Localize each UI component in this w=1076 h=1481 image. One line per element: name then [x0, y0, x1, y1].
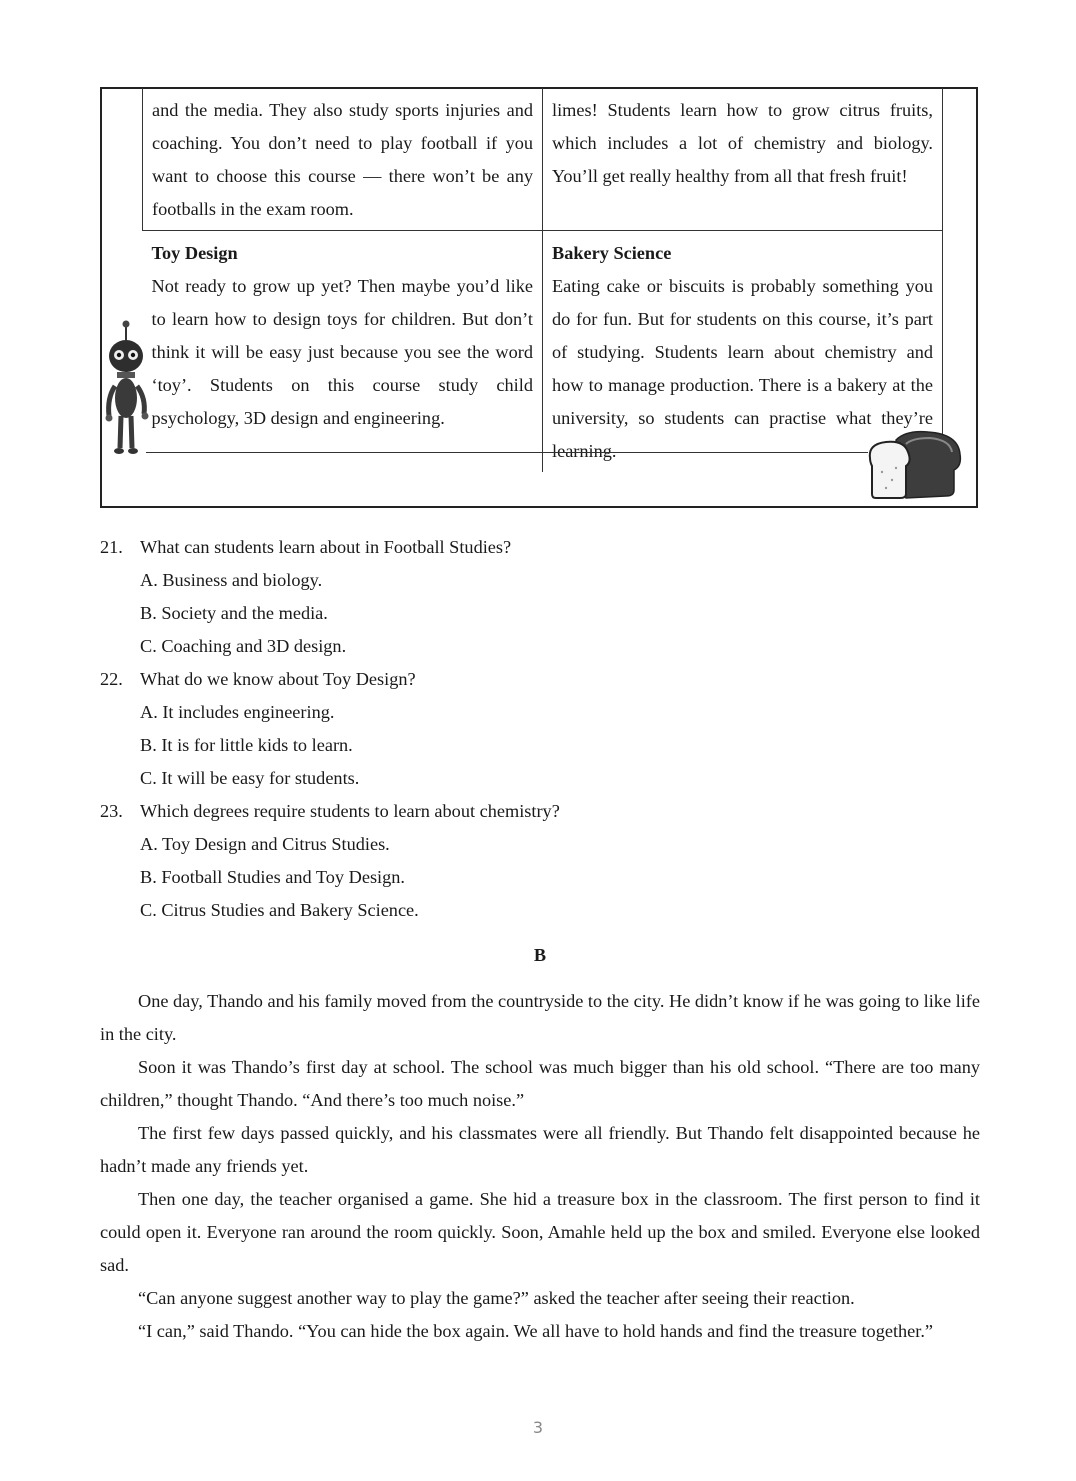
citrus-studies-text: limes! Students learn how to grow citrus fruits, which includes a lot of chemistry and biology. You’ll get really healthy from all that fresh fruit!: [552, 100, 933, 186]
page-number: 3: [532, 1418, 544, 1437]
option-21-b: B. Society and the media.: [140, 603, 328, 623]
section-heading-b: B: [533, 945, 547, 965]
option-23-c: C. Citrus Studies and Bakery Science.: [140, 900, 419, 920]
question-number: 21.: [100, 537, 123, 557]
question-text: Which degrees require students to learn about chemistry?: [140, 801, 560, 821]
option-23-b: B. Football Studies and Toy Design.: [140, 867, 405, 887]
toy-design-text: Not ready to grow up yet? Then maybe you’d like to learn how to design toys for children. But don’t think it will be easy just because you see the word ‘toy’. Students on this course study child psychology, 3D design and engineering.: [151, 276, 533, 428]
question-number: 23.: [100, 801, 123, 821]
question-22: [100, 663, 980, 696]
passage-paragraph: “Can anyone suggest another way to play the game?” asked the teacher after seeing their reaction.: [138, 1288, 855, 1308]
bread-icon: [866, 428, 964, 500]
question-text: What do we know about Toy Design?: [140, 669, 416, 689]
passage-paragraph: One day, Thando and his family moved from the countryside to the city. He didn’t know if he was going to like life in the city.: [100, 991, 980, 1044]
question-text: What can students learn about in Football Studies?: [140, 537, 512, 557]
table-bottom-line: [146, 452, 868, 453]
option-22-a: A. It includes engineering.: [140, 702, 335, 722]
option-21-c: C. Coaching and 3D design.: [140, 636, 347, 656]
passage-paragraph: The first few days passed quickly, and his classmates were all friendly. But Thando felt disappointed because he hadn’t made any friends yet.: [100, 1123, 980, 1176]
option-22-c: C. It will be easy for students.: [140, 768, 360, 788]
questions-list: [100, 531, 980, 927]
passage-paragraph: Soon it was Thando’s first day at school. The school was much bigger than his old school. “There are too many children,” thought Thando. “And there’s too much noise.”: [100, 1057, 980, 1110]
passage-paragraph: “I can,” said Thando. “You can hide the box again. We all have to hold hands and find the treasure together.”: [138, 1321, 934, 1341]
citrus-studies-cell: [543, 88, 943, 231]
passage-paragraph: Then one day, the teacher organised a game. She hid a treasure box in the classroom. The first person to find it could open it. Everyone ran around the room quickly. Soon, Amahle held up the box and smiled. Everyone else looked sad.: [100, 1189, 980, 1275]
courses-table: [142, 88, 943, 472]
option-21-a: A. Business and biology.: [140, 570, 323, 590]
passage-b: [100, 985, 980, 1348]
question-21: [100, 531, 980, 564]
bakery-science-title: Bakery Science: [552, 243, 672, 263]
bakery-science-text: Eating cake or biscuits is probably something you do for fun. But for students on this course, it’s part of studying. Students learn about chemistry and how to manage production. There is a bakery at the university, so students can practise what they’re learning.: [552, 276, 933, 461]
option-23-a: A. Toy Design and Citrus Studies.: [140, 834, 390, 854]
robot-icon: [104, 320, 150, 456]
toy-design-title: Toy Design: [151, 243, 238, 263]
option-22-b: B. It is for little kids to learn.: [140, 735, 353, 755]
toy-design-cell: [143, 231, 543, 473]
question-number: 22.: [100, 669, 123, 689]
question-23: [100, 795, 980, 828]
football-studies-cell: [143, 88, 543, 231]
football-studies-text: and the media. They also study sports injuries and coaching. You don’t need to play football if you want to choose this course — there won’t be any footballs in the exam room.: [152, 100, 533, 219]
